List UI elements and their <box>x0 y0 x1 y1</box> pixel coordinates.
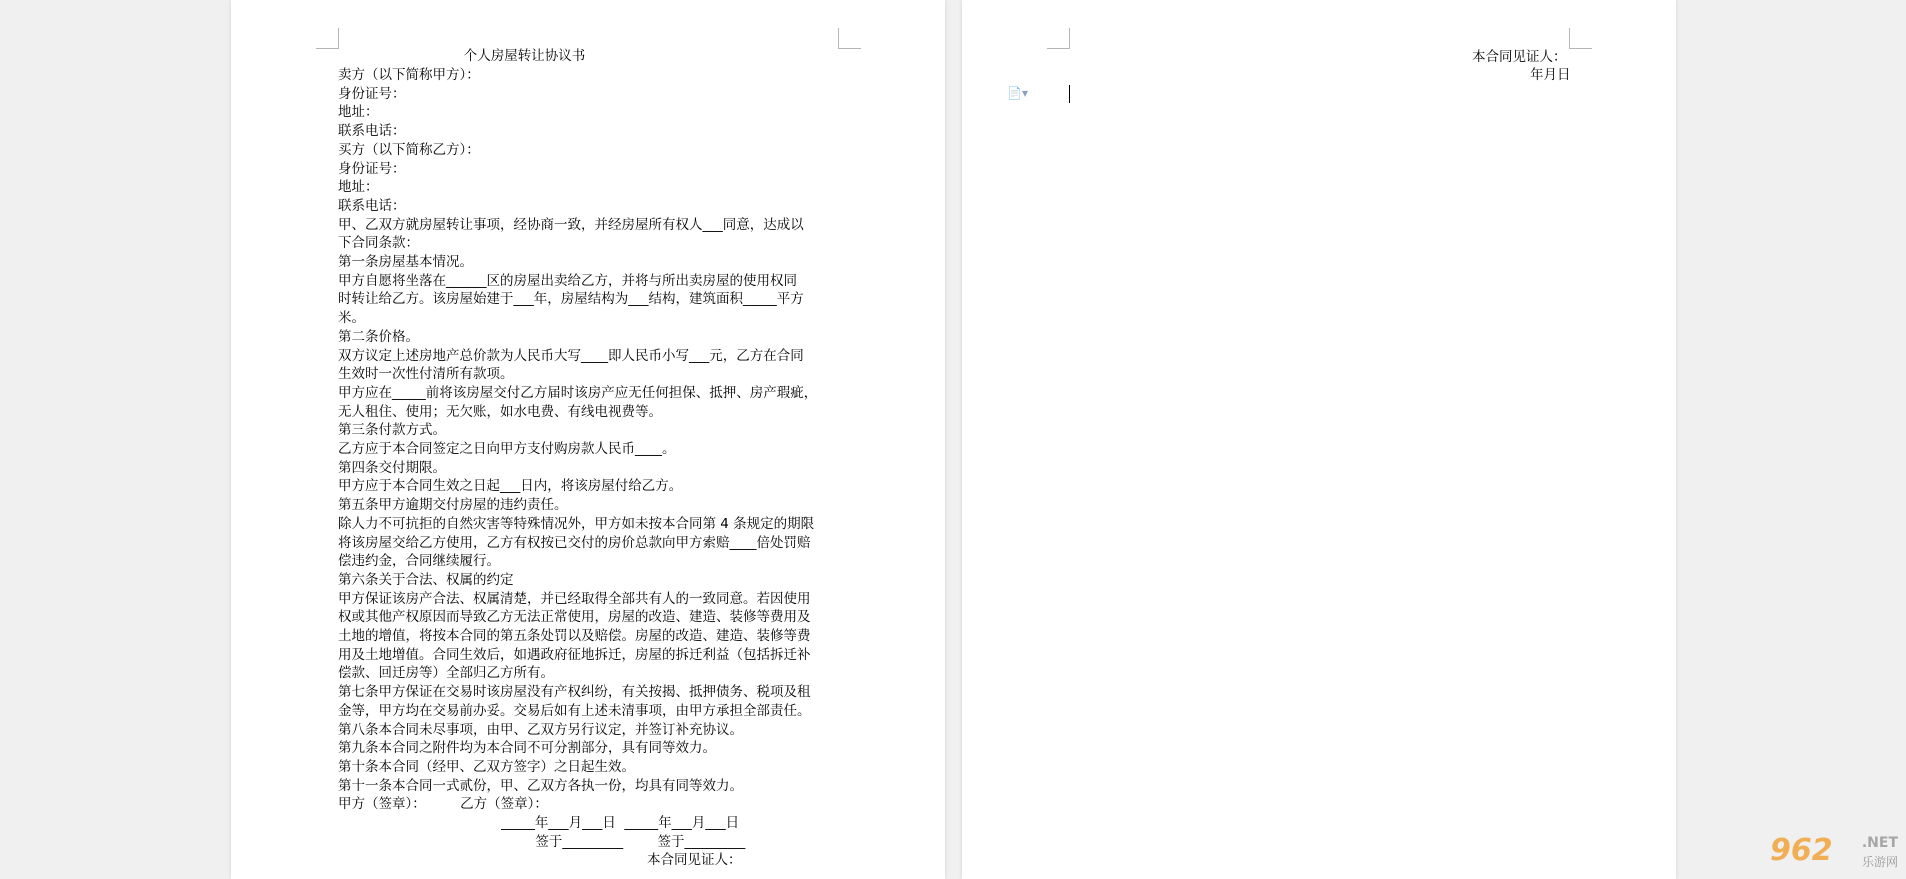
document-page-2 <box>962 0 1676 879</box>
margin-corner-top-left <box>316 28 339 49</box>
document-line[interactable]: 签于_________ 签于_________ <box>338 833 746 850</box>
document-line[interactable]: 双方议定上述房地产总价款为人民币大写____即人民币小写___元，乙方在合同 <box>338 347 804 364</box>
text-cursor <box>1069 85 1070 103</box>
document-line[interactable]: 第十条本合同（经甲、乙双方签字）之日起生效。 <box>338 758 635 775</box>
document-line[interactable]: 乙方应于本合同签定之日向甲方支付购房款人民币____。 <box>338 441 676 457</box>
document-line[interactable]: 第一条房屋基本情况。 <box>338 254 473 270</box>
document-line[interactable]: 甲方应于本合同生效之日起___日内，将该房屋付给乙方。 <box>338 478 683 495</box>
document-line[interactable]: 身份证号： <box>338 85 406 102</box>
date-label[interactable]: 年月日 <box>1530 67 1571 83</box>
document-line[interactable]: 地址： <box>338 104 379 121</box>
document-line[interactable]: 第二条价格。 <box>338 328 419 345</box>
watermark-net: .NET <box>1861 835 1898 851</box>
document-line[interactable]: 权或其他产权原因而导致乙方无法正常使用，房屋的改造、建造、装修等费用及 <box>338 609 811 626</box>
margin-corner-top-right <box>1569 28 1592 49</box>
document-line[interactable]: 卖方（以下简称甲方）： <box>338 67 480 83</box>
document-line[interactable]: 甲方（签章）： 乙方（签章）： <box>338 796 548 813</box>
document-line[interactable]: 将该房屋交给乙方使用，乙方有权按已交付的房价总款向甲方索赔____倍处罚赔 <box>338 534 811 551</box>
document-line[interactable]: 第九条本合同之附件均为本合同不可分割部分，具有同等效力。 <box>338 740 716 757</box>
document-line[interactable]: 生效时一次性付清所有款项。 <box>338 366 514 383</box>
document-line[interactable]: 偿违约金，合同继续履行。 <box>338 553 500 570</box>
document-line[interactable]: 第七条甲方保证在交易时该房屋没有产权纠纷，有关按揭、抵押债务、税项及租 <box>338 684 811 701</box>
document-line[interactable]: 甲方保证该房产合法、权属清楚，并已经取得全部共有人的一致同意。若因使用 <box>338 590 811 607</box>
document-line[interactable]: 买方（以下简称乙方）： <box>338 141 480 158</box>
paragraph-options-icon[interactable]: 📄▾ <box>1007 86 1028 100</box>
watermark-cn: 乐游网 <box>1861 855 1898 869</box>
document-line[interactable]: 第十一条本合同一式贰份，甲、乙双方各执一份，均具有同等效力。 <box>338 777 743 794</box>
document-line[interactable]: 偿款、回迁房等）全部归乙方所有。 <box>338 665 554 682</box>
document-line[interactable]: 第五条甲方逾期交付房屋的违约责任。 <box>338 497 568 514</box>
document-page-1 <box>231 0 945 879</box>
document-line[interactable]: 金等，甲方均在交易前办妥。交易后如有上述未清事项，由甲方承担全部责任。 <box>338 702 811 719</box>
document-line[interactable]: 甲方自愿将坐落在______区的房屋出卖给乙方，并将与所出卖房屋的使用权同 <box>338 272 797 289</box>
margin-corner-top-right <box>838 28 861 49</box>
document-line[interactable]: 本合同见证人： <box>338 852 742 869</box>
document-line[interactable]: 第八条本合同未尽事项，由甲、乙双方另行议定，并签订补充协议。 <box>338 721 743 738</box>
document-line[interactable]: 土地的增值，将按本合同的第五条处罚以及赔偿。房屋的改造、建造、装修等费 <box>338 628 811 644</box>
document-line[interactable]: 甲方应在_____前将该房屋交付乙方届时该房产应无任何担保、抵押、房产瑕疵， <box>338 384 818 401</box>
watermark-logo: 962 <box>1770 833 1833 868</box>
document-line[interactable]: 除人力不可抗拒的自然灾害等特殊情况外，甲方如未按本合同第 4 条规定的期限 <box>338 515 815 532</box>
document-line[interactable]: _____年___月___日 _____年___月___日 <box>338 815 740 831</box>
document-line[interactable]: 第四条交付期限。 <box>338 459 446 476</box>
document-line[interactable]: 用及土地增值。合同生效后，如遇政府征地拆迁，房屋的拆迁利益（包括拆迁补 <box>338 646 811 663</box>
witness-label[interactable]: 本合同见证人： <box>1472 49 1567 65</box>
document-line[interactable]: 甲、乙双方就房屋转让事项，经协商一致，并经房屋所有权人___同意，达成以 <box>338 216 804 233</box>
site-watermark <box>1770 833 1898 871</box>
document-line[interactable]: 身份证号： <box>338 160 406 177</box>
document-line[interactable]: 联系电话： <box>338 197 406 214</box>
document-line[interactable]: 时转让给乙方。该房屋始建于___年，房屋结构为___结构，建筑面积_____平方 <box>338 291 804 308</box>
document-line[interactable]: 第六条关于合法、权属的约定 <box>338 571 514 588</box>
document-line[interactable]: 米。 <box>338 310 365 327</box>
document-line[interactable]: 无人租住、使用；无欠账，如水电费、有线电视费等。 <box>338 403 662 420</box>
margin-corner-top-left <box>1047 28 1070 49</box>
document-title[interactable]: 个人房屋转让协议书 <box>463 48 586 64</box>
document-line[interactable]: 联系电话： <box>338 123 406 140</box>
document-line[interactable]: 地址： <box>338 179 379 196</box>
document-line[interactable]: 第三条付款方式。 <box>338 422 446 439</box>
document-line[interactable]: 下合同条款： <box>338 235 419 252</box>
